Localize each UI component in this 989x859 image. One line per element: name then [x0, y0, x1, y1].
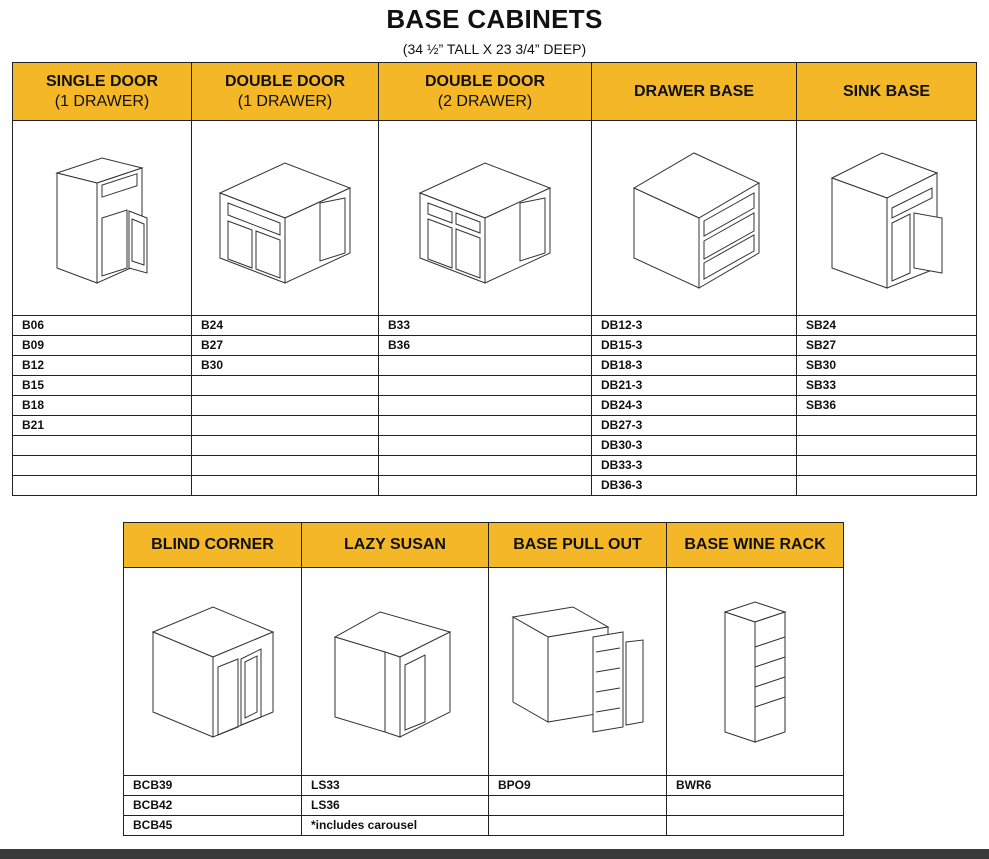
- cell: [379, 476, 592, 496]
- cell: DB21-3: [592, 376, 797, 396]
- cell: [797, 476, 977, 496]
- cell: B06: [13, 316, 192, 336]
- cell: SB36: [797, 396, 977, 416]
- cell: [667, 796, 844, 816]
- cell: B27: [192, 336, 379, 356]
- cell: [192, 456, 379, 476]
- cell: [13, 456, 192, 476]
- table-row: [13, 336, 977, 356]
- cell: [13, 476, 192, 496]
- cell: LS36: [302, 796, 489, 816]
- lazy-susan-cabinet-image: [302, 568, 489, 776]
- col-header-lazy-susan: LAZY SUSAN: [302, 523, 489, 568]
- footer-bar: [0, 849, 989, 859]
- cell: [379, 376, 592, 396]
- table-row: [124, 796, 844, 816]
- image-row: [124, 568, 844, 776]
- cell: DB36-3: [592, 476, 797, 496]
- cell: BCB42: [124, 796, 302, 816]
- table-row: [13, 356, 977, 376]
- cell: [192, 436, 379, 456]
- blind-corner-cabinet-image: [124, 568, 302, 776]
- cell: [192, 396, 379, 416]
- page-title: BASE CABINETS: [386, 4, 603, 34]
- cell: [797, 456, 977, 476]
- cell: [192, 376, 379, 396]
- col-header-drawer-base: DRAWER BASE: [592, 63, 797, 121]
- drawer-base-cabinet-image: [592, 121, 797, 316]
- cell: [489, 816, 667, 836]
- cell: LS33: [302, 776, 489, 796]
- table-row: [13, 416, 977, 436]
- table-header-row: [124, 523, 844, 568]
- cell: [667, 816, 844, 836]
- cell: *includes carousel: [302, 816, 489, 836]
- cell: [192, 476, 379, 496]
- cell: [13, 436, 192, 456]
- col-header-double-door-2-drawer: DOUBLE DOOR (2 DRAWER): [379, 63, 592, 121]
- col-header-sink-base: SINK BASE: [797, 63, 977, 121]
- table-row: [124, 816, 844, 836]
- table-row: [13, 436, 977, 456]
- cell: SB33: [797, 376, 977, 396]
- col-header-blind-corner: BLIND CORNER: [124, 523, 302, 568]
- table-row: [13, 456, 977, 476]
- cell: B33: [379, 316, 592, 336]
- cell: BCB45: [124, 816, 302, 836]
- single-door-cabinet-image: [13, 121, 192, 316]
- cell: [379, 436, 592, 456]
- cell: DB33-3: [592, 456, 797, 476]
- col-header-base-pull-out: BASE PULL OUT: [489, 523, 667, 568]
- base-pull-out-cabinet-image: [489, 568, 667, 776]
- cell: B18: [13, 396, 192, 416]
- double-door-2-drawer-cabinet-image: [379, 121, 592, 316]
- table-row: [13, 316, 977, 336]
- cell: B15: [13, 376, 192, 396]
- col-header-base-wine-rack: BASE WINE RACK: [667, 523, 844, 568]
- cell: DB18-3: [592, 356, 797, 376]
- image-row: [13, 121, 977, 316]
- cell: BPO9: [489, 776, 667, 796]
- cell: DB30-3: [592, 436, 797, 456]
- col-header-single-door: SINGLE DOOR (1 DRAWER): [13, 63, 192, 121]
- table-header-row: [13, 63, 977, 121]
- base-cabinets-table: [12, 62, 977, 496]
- double-door-1-drawer-cabinet-image: [192, 121, 379, 316]
- page-subtitle: (34 ½” TALL X 23 3/4” DEEP): [402, 41, 587, 57]
- cell: DB15-3: [592, 336, 797, 356]
- cell: [192, 416, 379, 436]
- cell: DB24-3: [592, 396, 797, 416]
- cell: B36: [379, 336, 592, 356]
- cell: B12: [13, 356, 192, 376]
- cell: [379, 396, 592, 416]
- cell: [379, 356, 592, 376]
- cell: B09: [13, 336, 192, 356]
- specialty-base-cabinets-table: [123, 522, 844, 836]
- cell: BWR6: [667, 776, 844, 796]
- cell: SB30: [797, 356, 977, 376]
- sink-base-cabinet-image: [797, 121, 977, 316]
- cell: [489, 796, 667, 816]
- cell: [379, 456, 592, 476]
- cell: DB27-3: [592, 416, 797, 436]
- cell: SB24: [797, 316, 977, 336]
- table-row: [13, 376, 977, 396]
- cell: [379, 416, 592, 436]
- cell: B21: [13, 416, 192, 436]
- col-header-double-door-1-drawer: DOUBLE DOOR (1 DRAWER): [192, 63, 379, 121]
- cell: DB12-3: [592, 316, 797, 336]
- cell: B24: [192, 316, 379, 336]
- table-row: [13, 476, 977, 496]
- cell: SB27: [797, 336, 977, 356]
- cell: [797, 416, 977, 436]
- cell: [797, 436, 977, 456]
- table-row: [13, 396, 977, 416]
- base-wine-rack-cabinet-image: [667, 568, 844, 776]
- cell: BCB39: [124, 776, 302, 796]
- table-row: [124, 776, 844, 796]
- cell: B30: [192, 356, 379, 376]
